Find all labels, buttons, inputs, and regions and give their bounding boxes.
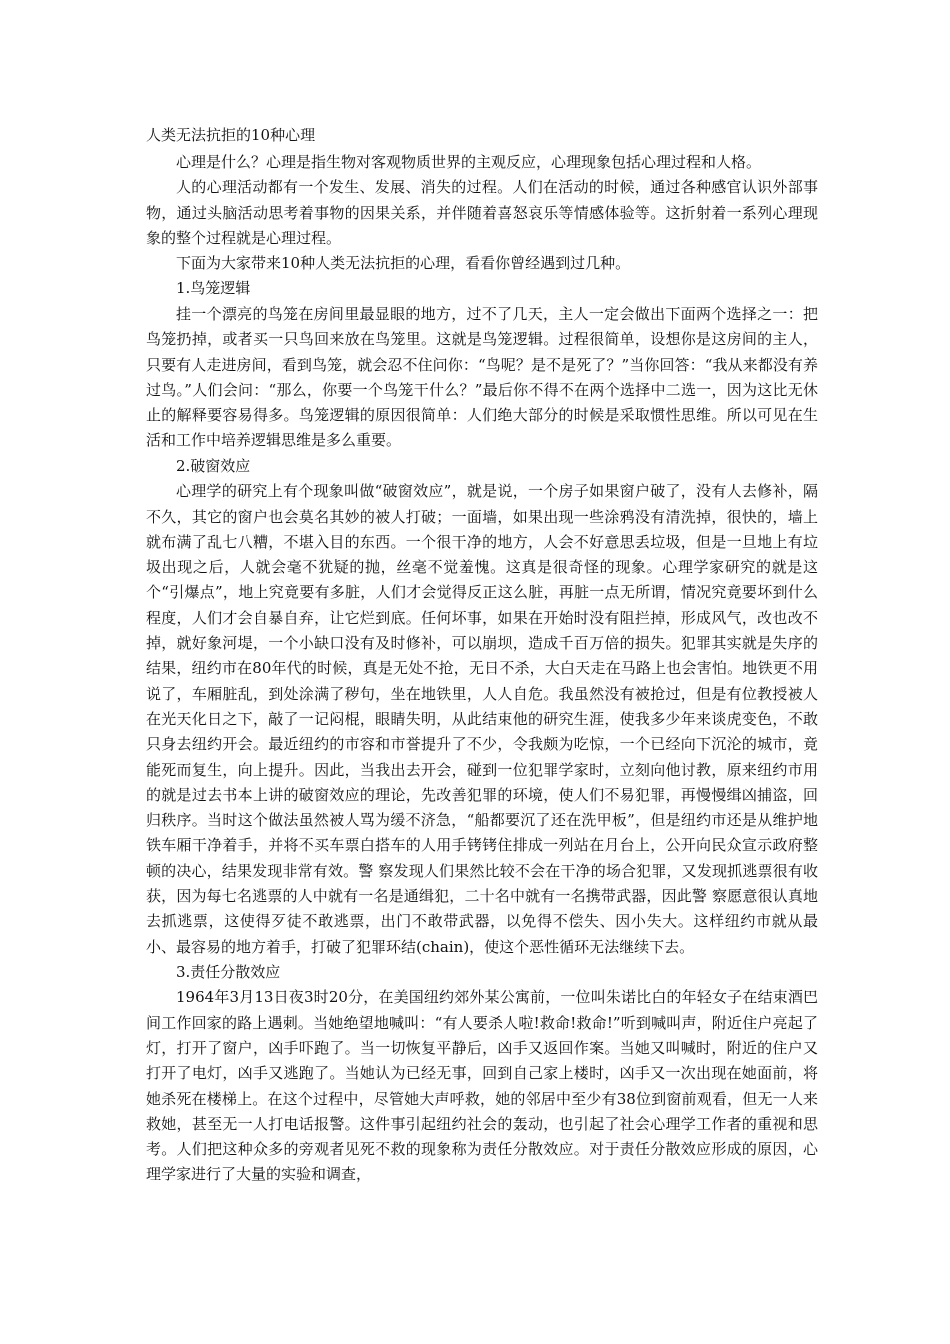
section-body: 挂一个漂亮的鸟笼在房间里最显眼的地方，过不了几天，主人一定会做出下面两个选择之一：把鸟笼扔掉，或者买一只鸟回来放在鸟笼里。这就是鸟笼逻辑。过程很简单，设想你是这房间的主人，只要有人走进房间，看到鸟笼，就会忍不住问你：“鸟呢？是不是死了？”当你回答：“我从来都没有养过鸟。”人们会问：“那么，你要一个鸟笼干什么？”最后你不得不在两个选择中二选一，因为这比无休止的解释要容易得多。鸟笼逻辑的原因很简单：人们绝大部分的时候是采取惯性思维。所以可见在生活和工作中培养逻辑思维是多么重要。 [146, 304, 818, 450]
section-body: 1964年3月13日夜3时20分，在美国纽约郊外某公寓前，一位叫朱诺比白的年轻女子在结束酒巴间工作回家的路上遇刺。当她绝望地喊叫：“有人要杀人啦!救命!救命!”听到喊叫声，附近住户亮起了灯，打开了窗户，凶手吓跑了。当一切恢复平静后，凶手又返回作案。当她又叫喊时，附近的住户又打开了电灯，凶手又逃跑了。当她认为已经无事，回到自己家上楼时，凶手又一次出现在她面前，将她杀死在楼梯上。在这个过程中，尽管她大声呼救，她的邻居中至少有38位到窗前观看，但无一人来救她，甚至无一人打电话报警。这件事引起纽约社会的轰动，也引起了社会心理学工作者的重视和思考。人们把这种众多的旁观者见死不救的现象称为责任分散效应。对于责任分散效应形成的原因，心理学家进行了大量的实验和调查， [146, 988, 818, 1184]
section-body: 心理学的研究上有个现象叫做“破窗效应”，就是说，一个房子如果窗户破了，没有人去修补，隔不久，其它的窗户也会莫名其妙的被人打破；一面墙，如果出现一些涂鸦没有清洗掉，很快的，墙上就布满了乱七八糟，不堪入目的东西。一个很干净的地方，人会不好意思丢垃圾，但是一旦地上有垃圾出现之后，人就会毫不犹疑的抛，丝毫不觉羞愧。这真是很奇怪的现象。心理学家研究的就是这个“引爆点”，地上究竟要有多脏，人们才会觉得反正这么脏，再脏一点无所谓，情况究竟要坏到什么程度，人们才会自暴自弃，让它烂到底。任何坏事，如果在开始时没有阻拦掉，形成风气，改也改不掉，就好象河堤，一个小缺口没有及时修补，可以崩坝，造成千百万倍的损失。犯罪其实就是失序的结果，纽约市在80年代的时候，真是无处不抢，无日不杀，大白天走在马路上也会害怕。地铁更不用说了，车厢脏乱，到处涂满了秽句，坐在地铁里，人人自危。我虽然没有被抢过，但是有位教授被人在光天化日之下，敲了一记闷棍，眼睛失明，从此结束他的研究生涯，使我多少年来谈虎变色，不敢只身去纽约开会。最近纽约的市容和市誉提升了不少，令我颇为吃惊，一个已经向下沉沦的城市，竟能死而复生，向上提升。因此，当我出去开会，碰到一位犯罪学家时，立刻向他讨教，原来纽约市用的就是过去书本上讲的破窗效应的理论，先改善犯罪的环境，使人们不易犯罪，再慢慢缉凶捕盗，回归秩序。当时这个做法虽然被人骂为缓不济急，“船都要沉了还在洗甲板”，但是纽约市还是从维护地铁车厢干净着手，并将不买车票白搭车的人用手铐铐住排成一列站在月台上，公开向民众宣示政府整顿的决心，结果发现非常有效。警 察发现人们果然比较不会在干净的场合犯罪，又发现抓逃票很有收获，因为每七名逃票的人中就有一名是通缉犯，二十名中就有一名携带武器，因此警 察愿意很认真地去抓逃票，这使得歹徒不敢逃票，出门不敢带武器，以免得不偿失、因小失大。这样纽约市就从最小、最容易的地方着手，打破了犯罪环结(chain)，使这个恶性循环无法继续下去。 [146, 482, 818, 956]
section-heading: 2.破窗效应 [176, 456, 251, 475]
intro-paragraph-3: 下面为大家带来10种人类无法抗拒的心理，看看你曾经遇到过几种。 [176, 254, 631, 273]
section-diffusion-of-responsibility [146, 960, 818, 1188]
section-heading: 1.鸟笼逻辑 [176, 279, 251, 298]
section-broken-window-effect [146, 454, 818, 960]
intro-paragraph-1: 心理是什么？心理是指生物对客观物质世界的主观反应，心理现象包括心理过程和人格。 [176, 153, 762, 171]
section-heading: 3.责任分散效应 [176, 962, 281, 981]
intro-paragraph-2: 人的心理活动都有一个发生、发展、消失的过程。人们在活动的时候，通过各种感官认识外部事物，通过头脑活动思考着事物的因果关系，并伴随着喜怒哀乐等情感体验等。这折射着一系列心理现象的整个过程就是心理过程。 [146, 178, 818, 247]
document-page [146, 122, 818, 1188]
document-title: 人类无法抗拒的10种心理 [146, 126, 316, 144]
section-bird-cage-logic [146, 276, 818, 453]
